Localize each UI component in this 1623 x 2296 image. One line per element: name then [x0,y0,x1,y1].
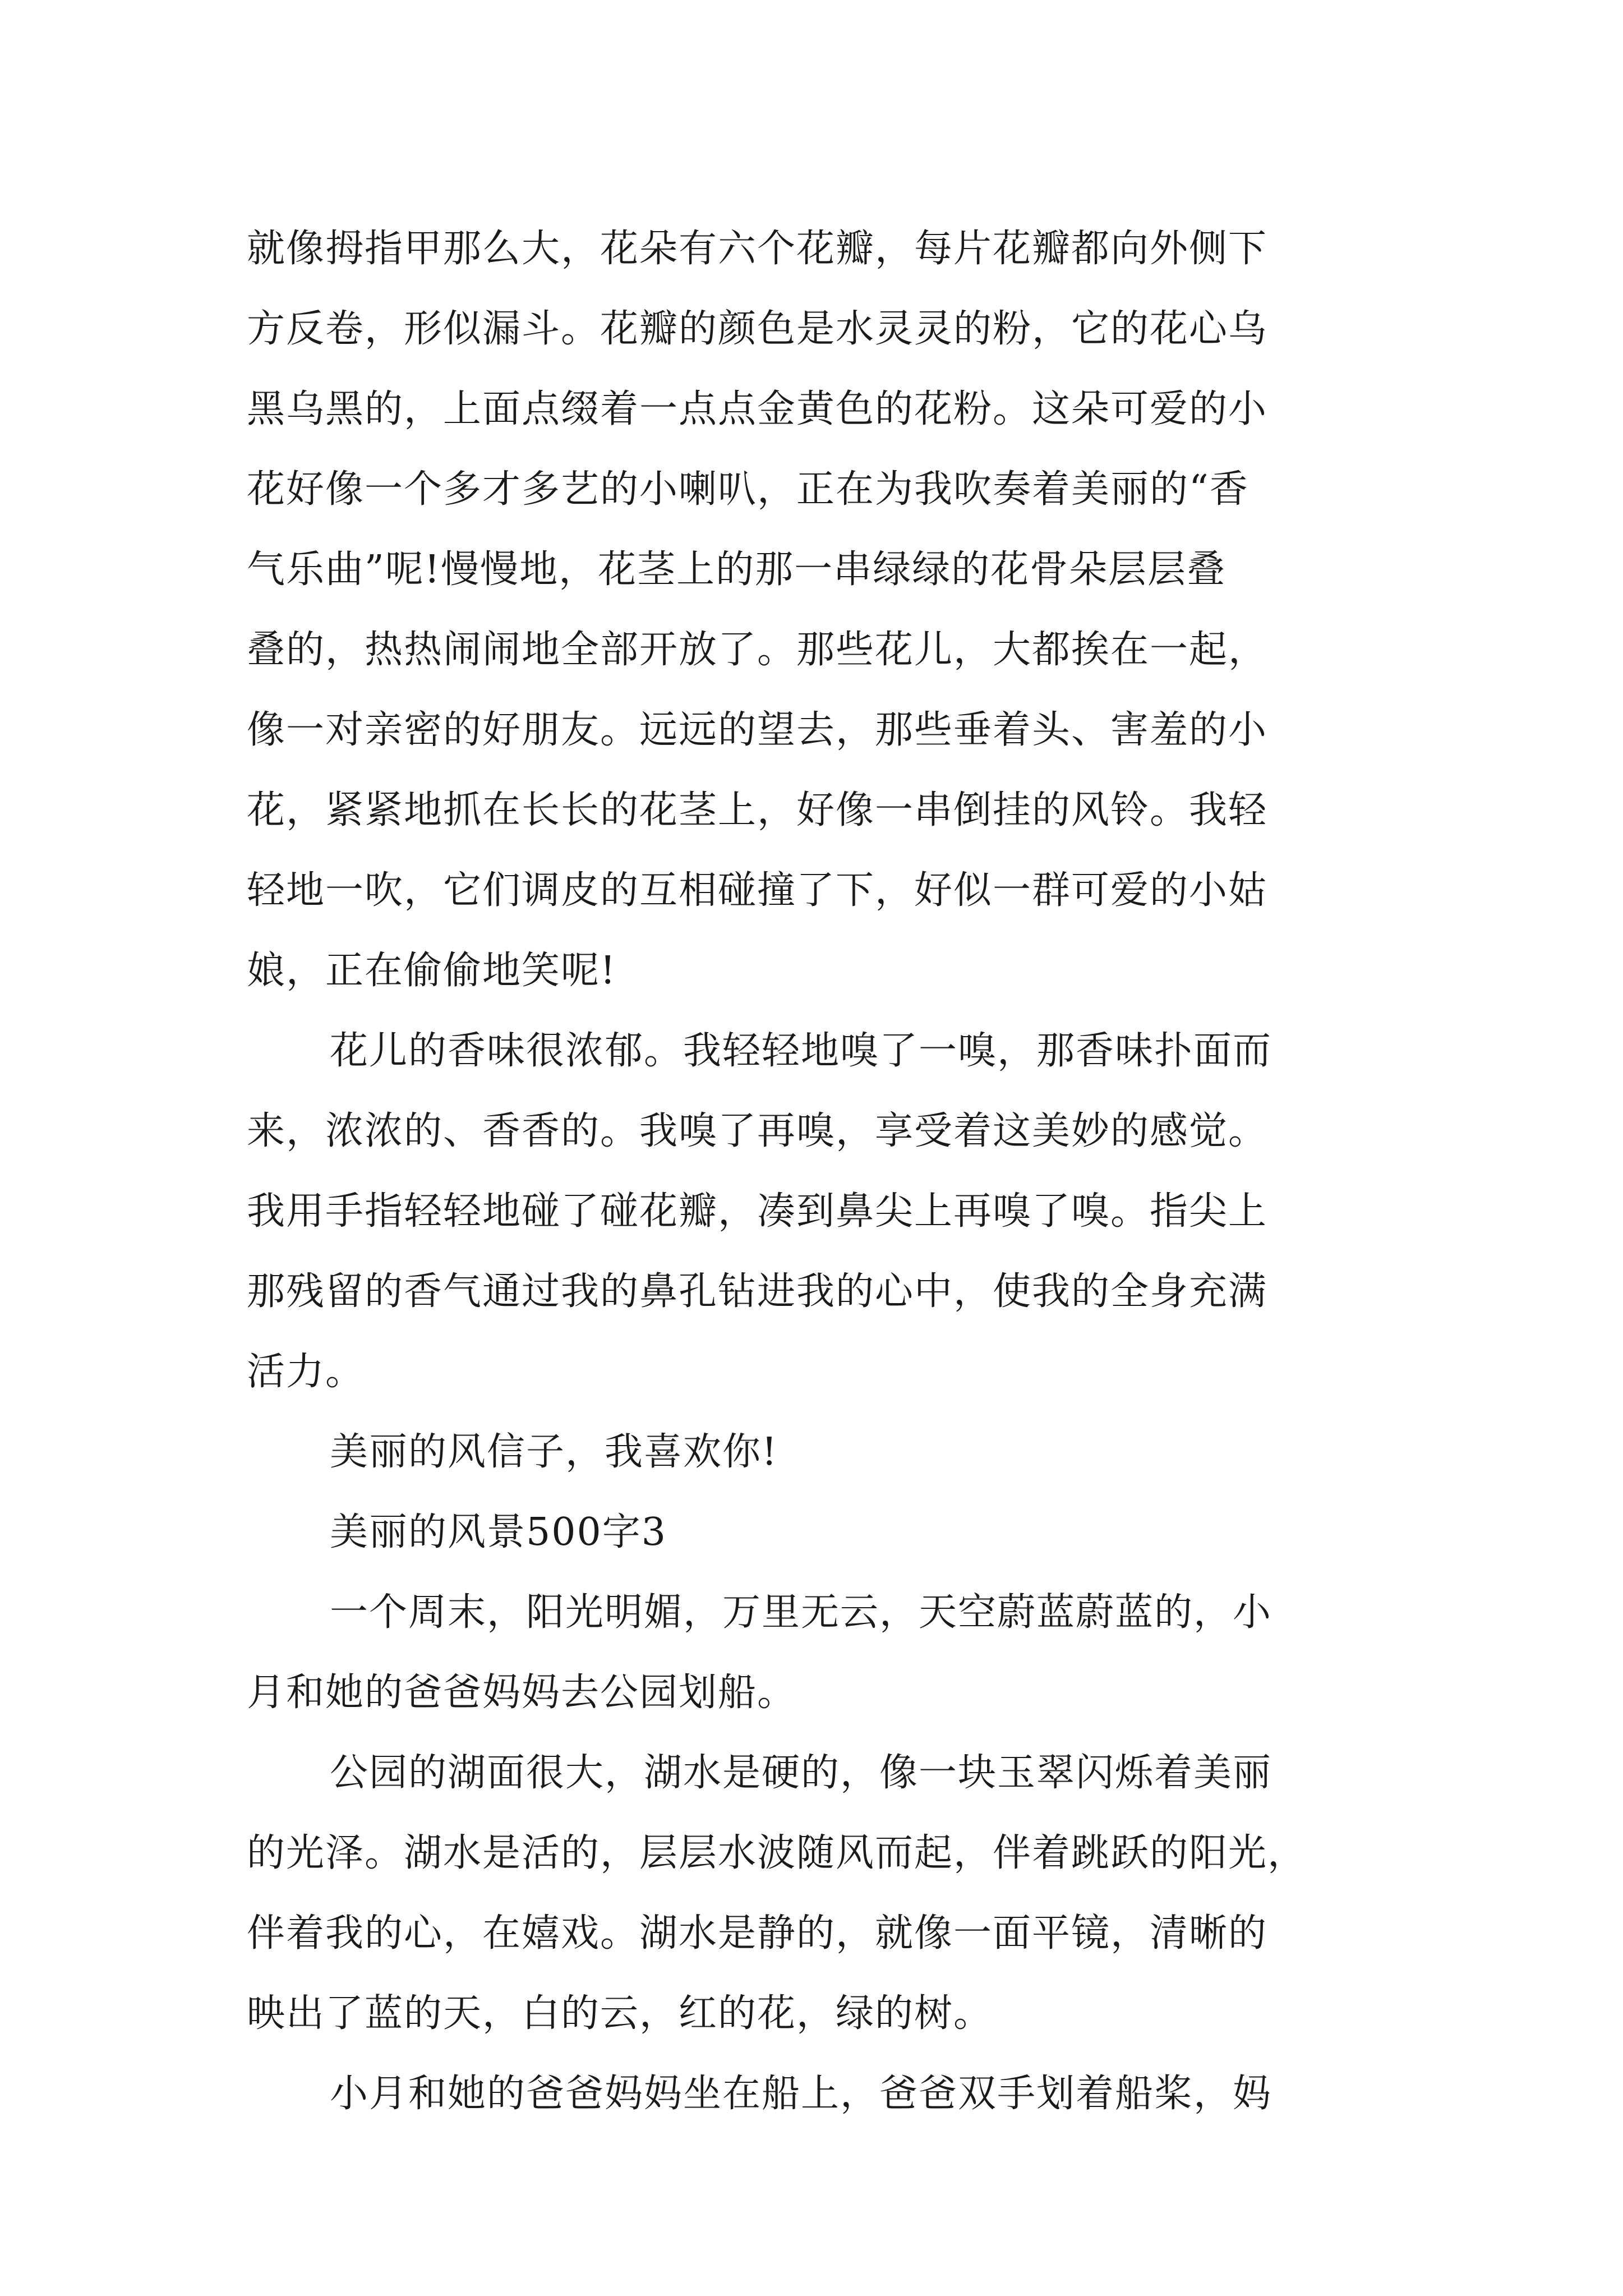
text-line: 轻地一吹，它们调皮的互相碰撞了下，好似一群可爱的小姑 [247,868,1268,913]
text-line: 方反卷，形似漏斗。花瓣的颜色是水灵灵的粉，它的花心乌 [247,307,1268,351]
text-line: 那残留的香气通过我的鼻孔钻进我的心中，使我的全身充满 [247,1269,1268,1314]
text-line: 来，浓浓的、香香的。我嗅了再嗅，享受着这美妙的感觉。 [247,1109,1268,1153]
text-line: 娘，正在偷偷地笑呢! [247,949,617,993]
text-line: 月和她的爸爸妈妈去公园划船。 [247,1671,797,1715]
text-line: 花，紧紧地抓在长长的花茎上，好像一串倒挂的风铃。我轻 [247,788,1268,832]
text-line: 公园的湖面很大，湖水是硬的，像一块玉翠闪烁着美丽 [330,1751,1272,1795]
text-line: 黑乌黑的，上面点缀着一点点金黄色的花粉。这朵可爱的小 [247,387,1268,431]
text-line: 我用手指轻轻地碰了碰花瓣，凑到鼻尖上再嗅了嗅。指尖上 [247,1189,1268,1234]
text-line: 映出了蓝的天，白的云，红的花，绿的树。 [247,1991,993,2036]
text-line: 活力。 [247,1350,365,1394]
text-line: 美丽的风景500字3 [330,1510,667,1554]
text-line: 叠的，热热闹闹地全部开放了。那些花儿，大都挨在一起， [247,628,1268,672]
essay-body-text [247,209,1391,2134]
text-line: 就像拇指甲那么大，花朵有六个花瓣，每片花瓣都向外侧下 [247,227,1268,271]
text-line: 伴着我的心，在嬉戏。湖水是静的，就像一面平镜，清晰的 [247,1911,1268,1955]
text-line: 的光泽。湖水是活的，层层水波随风而起，伴着跳跃的阳光， [247,1831,1307,1875]
text-line: 气乐曲”呢!慢慢地，花茎上的那一串绿绿的花骨朵层层叠 [247,547,1227,592]
text-line: 美丽的风信子，我喜欢你! [330,1430,778,1474]
text-line: 像一对亲密的好朋友。远远的望去，那些垂着头、害羞的小 [247,708,1268,752]
text-line: 一个周末，阳光明媚，万里无云，天空蔚蓝蔚蓝的，小 [330,1590,1272,1635]
text-line: 小月和她的爸爸妈妈坐在船上，爸爸双手划着船桨，妈 [330,2072,1272,2116]
text-line: 花儿的香味很浓郁。我轻轻地嗅了一嗅，那香味扑面而 [330,1029,1272,1073]
text-line: 花好像一个多才多艺的小喇叭，正在为我吹奏着美丽的“香 [247,467,1249,512]
